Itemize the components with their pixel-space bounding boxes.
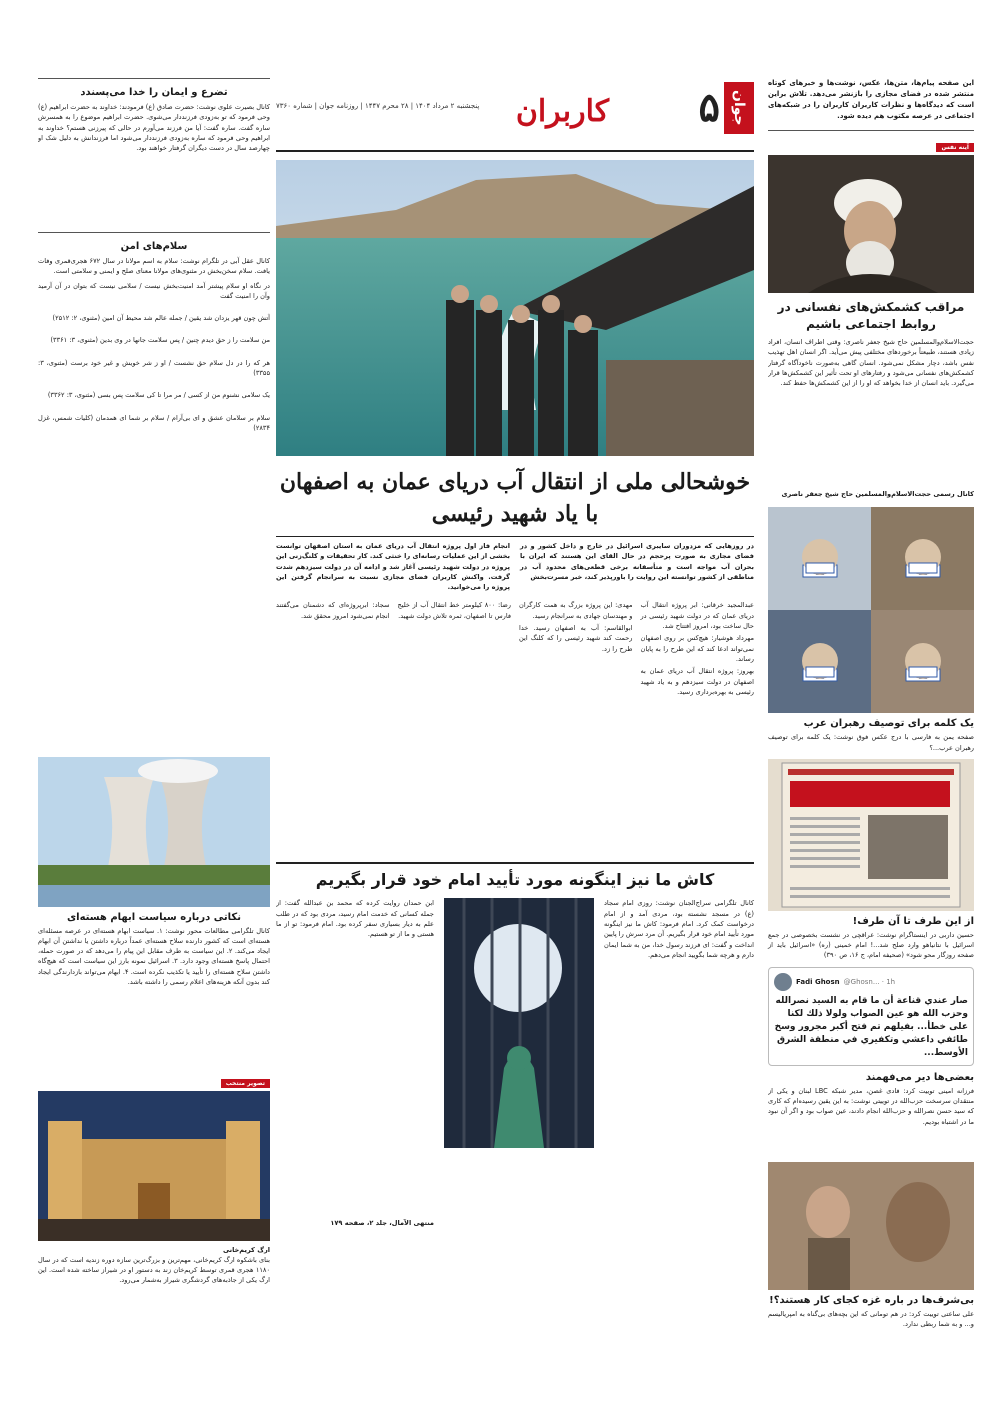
reaction-item: مهرداد هوشیار: هیچ‌کس بر روی اصفهان نمی‌تواند ادعا کند که این طرح را به پایان رساند. [640, 634, 754, 663]
lead-block [276, 536, 754, 592]
verse: سلام بر سلامان عشق و ای بی‌آرام / سلام بر شما ای همدمان (کلیات شمس، غزل ۲۸۳۴) [38, 413, 270, 432]
main-headline: خوشحالی ملی از انتقال آب دریای عمان به اصفهان با یاد شهید رئیسی [279, 469, 751, 527]
mirror-tag: آینه نفس [936, 143, 974, 152]
kash-headline: کاش ما نیز اینگونه مورد تأیید امام خود قرار بگیریم [276, 862, 754, 892]
gaza-headline: بی‌شرف‌ها در باره غزه کجای کار هستند؟! [769, 1294, 974, 1306]
arab-body: صفحه یمن به فارسی با درج عکس فوق نوشت: یک کلمه برای توصیف رهبران عرب...؟ [768, 733, 974, 752]
water-pipeline-photo [276, 160, 754, 456]
section-title: کاربران [515, 94, 609, 129]
verse: یک سلامی نشنوم من از کسی / مر مرا تا کی سلامت پس بسی (مثنوی، ۳: ۳۳۶۲) [47, 391, 270, 400]
tweet-card [768, 967, 974, 1066]
masthead [276, 82, 754, 152]
reaction-item: عبدالمجید خرقانی: ابر پروژه انتقال آب دریای عمان که در دولت شهید رئیسی در حال ساخت بود، امروز افتتاح شد. [640, 601, 754, 631]
reaction-item: بهروز: پروژه انتقال آب دریای عمان به اصفهان در دولت سیزدهم و به یاد شهید رئیسی به بهره‌برداری رسید. [640, 667, 754, 696]
mirror-body: حجت‌الاسلام‌والمسلمین حاج شیخ جعفر ناصری: وقتی اطراف انسان، افراد زیادی هستند، طبیعتاً برخورد‌های مختلفی پیش می‌آید. اگر انسان اهل تهذیب نفس باشد، دچار مشکل نمی‌شود. انسان گاهی به‌صورت ناخودآگاه گرفتار کشمکش‌های نفسانی می‌شود و رفتارهای او تحت تأثیر این کشمکش‌ها قرار می‌گیرد. باید انسان از خدا بخواهد که او را از این کشمکش‌ها حفظ کند. [768, 338, 974, 388]
reaction-column [276, 600, 390, 848]
verse: هر که را در دل سلام حق نشست / او ز شر خویش و غیر خود برست (مثنوی، ۳: ۳۳۵۵) [38, 358, 270, 378]
mirror-headline: مراقب کشمکش‌های نفسانی در روابط اجتماعی باشیم [777, 300, 965, 331]
featured-tag: تصویر منتخب [221, 1079, 270, 1088]
lead-right: در روزهایی که مزدوران سایبری اسرائیل در خارج و داخل کشور و در فضای مجازی به صورت پرحجم در حال القای این هستند که ایران با بحران آب مواجه است و متأسفانه برخی قطعی‌های محدود آب در مناطقی از کشور توانسته این روایت را باورپذیر کند، خبر مسرت‌بخش [520, 542, 754, 581]
tweet-user: Fadi Ghosn [796, 977, 840, 986]
page-number: ۵ [698, 84, 720, 131]
left-column [38, 78, 270, 1286]
page-intro: این صفحه پیام‌ها، متن‌ها، عکس، نوشت‌ها و خبرهای کوتاه منتشر شده در فضای مجازی را بازنشر می‌دهد. تلاش براین است که دیدگاه‌ها و نظرات کاربران کاربران را در شبکه‌های اجتماعی در عرصه مکتوب هم دیده شود. [768, 79, 974, 120]
center-column [276, 160, 754, 1238]
nuclear-body: کانال تلگرامی مطالعات محور نوشت: ۱. سیاست ابهام هسته‌ای در عرصه مسئله‌ای هسته‌ای است که کشور دارنده سلاح هسته‌ای عمداً درباره داشتن یا نداشتن آن ابهام ایجاد می‌کند. ۲. این سیاست به طرف مقابل این پیام را می‌دهد که در صورت حمله، احتمال پاسخ هسته‌ای وجود دارد. ۳. اسرائیل نمونه بارز این سیاست است که هیچ‌گاه داشتن سلاح هسته‌ای را تأیید یا تکذیب نکرده است. ۴. ابهام می‌تواند بازدارندگی ایجاد کند بدون آنکه هزینه‌های اعلام رسمی را داشته باشد. [38, 926, 270, 987]
reaction-item: مهدی: این پروژه بزرگ به همت کارگران و مهندسان جهادی به سرانجام رسید. [519, 601, 633, 620]
kash-body-right: کانال تلگرامی سراج‌الجنان نوشت: روزی امام سجاد (ع) در مسجد نشسته بود، مردی آمد و از امام درخواست کمک کرد. امام فرمود: کاش ما نیز اینگونه مورد تأیید امام خود قرار بگیریم. آن مرد سرش را پایین انداخت و گفت: ای فرزند رسول خدا، من به شما ایمان دارم و هرچه شما بگویید انجام می‌دهم. [604, 899, 754, 959]
avatar [774, 973, 792, 991]
right-column [768, 78, 974, 1329]
archive-newspaper-photo [768, 759, 974, 911]
featured-caption: بنای باشکوه ارگ کریم‌خانی، مهم‌ترین و بزرگ‌ترین سازه دوره زندیه است که در سال ۱۱۸۰ هجری قمری توسط کریم‌خان زند به دستور او در شیراز ساخته شده است. این ارگ یکی از جاذبه‌های گردشگری شیراز به‌شمار می‌رود. [38, 1255, 270, 1285]
understand-headline: بعضی‌ها دیر می‌فهمند [865, 1071, 974, 1083]
reaction-item: ابوالقاسم: آب به اصفهان رسید. خدا رحمت کند شهید رئیسی را که کلنگ این طرح را زد. [519, 624, 633, 653]
kash-body-left: ابن حمدان روایت کرده که محمد بن عبدالله گفت: از جمله کسانی که خدمت امام رسید، مردی بود که در طلب علم به دیار بسیاری سفر کرده بود. امام فرمود: تو از ما هستی و ما از تو هستیم. [276, 899, 434, 939]
understand-body: فرزانه امینی توییت کرد: فادی غصن، مدیر شبکه LBC لبنان و یکی از منتقدان سرسخت حزب‌الله در توییتی نوشت: به این یقین رسیده‌ام که کاری که سید حسن نصرالله و حزب‌الله انجام دادند، عین صواب بود و اگر آن نبود ما در اشتباه بودیم. [768, 1086, 974, 1126]
reaction-column [641, 600, 755, 848]
kash-source: منتهی الآمال، جلد ۲، صفحه ۱۷۹ [330, 1219, 434, 1228]
prayer-body: کانال بصیرت علوی نوشت: حضرت صادق (ع) فرمودند: خداوند به حضرت ابراهیم (ع) وحی فرمود که تو به‌زودی فرزنددار می‌شوی. حضرت ابراهیم موضوع را به همسرش ساره گفت. ساره گفت: آیا من فرزند می‌آورم در حالی که پیرزنی هستم؟ خداوند به ابراهیم وحی فرمود که ساره به‌زودی فرزنددار می‌شود اما فرزندانش به دلیل شک او چهارصد سال در دست دیگران گرفتار خواهند بود. [38, 103, 270, 153]
gaza-children-photo [768, 1162, 974, 1290]
featured-caption-title: ارگ کریم‌خانی [222, 1245, 270, 1254]
mirror-signature: کانال رسمی حجت‌الاسلام‌والمسلمین حاج شیخ جعفر ناصری [781, 490, 974, 498]
kash-left-wrap [276, 898, 434, 1238]
moon-prayer-illustration [444, 898, 594, 1148]
tweet-handle: @Ghosn... · 1h [843, 977, 896, 986]
verse: آتش چون قهر یزدان شد یقین / جمله عالم شد محیط آن امین (مثنوی، ۲: ۲۵۱۲) [52, 314, 270, 323]
reaction-column [519, 600, 633, 848]
arab-leaders-collage [768, 507, 974, 713]
salam-headline: سلام‌های امن [120, 241, 188, 252]
salam-intro: کانال عقل آبی در تلگرام نوشت: سلام به اسم مولانا در سال ۶۷۲ هجری‌قمری وفات یافت. سلام سخن‌بخش در مثنوی‌های مولانا معنای صلح و ایمنی و سلامتی است. [38, 257, 270, 276]
prayer-headline: تضرع و ایمان را خدا می‌پسندد [80, 87, 228, 98]
cleric-photo [768, 155, 974, 293]
reaction-item: رضا: ۸۰۰ کیلومتر خط انتقال آب از خلیج فارس تا اصفهان، ثمره تلاش دولت شهید. [397, 601, 511, 620]
lead-left: انجام فاز اول پروژه انتقال آب دریای عمان به استان اصفهان توانست بخشی از این عملیات رسانه‌ای را خنثی کند. کار تحقیقات و کلنگ‌زنی این پروژه در دولت شهید رئیسی آغاز شد و ادامه آن در دولت سیزدهم شدت گرفت. واکنش کاربران فضای مجازی نسبت به سرانجام گرفتن این پروژه را می‌خوانید. [276, 542, 510, 592]
reaction-item: سجاد: ابرپروژه‌ای که دشمنان می‌گفتند انجام نمی‌شود امروز محقق شد. [276, 601, 390, 620]
salam-verses [38, 281, 270, 751]
verse: در نگاه او سلام پیشتر آمد امنیت‌بخش نیست / سلامی نیست که بتوان در آن آرمید وآن را امنیت گفت [38, 281, 270, 300]
featured-photo-box [38, 1070, 270, 1286]
gaza-body: علی ساعتی توییت کرد: در هم تومانی که این بچه‌های بی‌گناه به امپریالیسم و... و به شما ربطی ندارد. [768, 1309, 974, 1329]
archive-headline: از این طرف تا آن طرف! [852, 915, 974, 927]
portrait-illustration [768, 155, 974, 293]
reaction-column [398, 600, 512, 848]
archive-body: حسین داربی در اینستاگرام نوشت: عراقچی در نشست بخصوصی در جمع اسرائیل با نتانیاهو وارد صلح شد...! امام خمینی (ره) «اسرائیل باید از صفحه روزگار محو شود» (صحیفه امام، ج ۱۶، ص ۳۹۰) [768, 930, 974, 960]
verse: من سلامت را ز حق دیدم چنین / پس سلامت جانها در وی بدین (مثنوی، ۳: ۳۳۶۱) [50, 336, 270, 345]
nuclear-headline: نکاتی درباره سیاست ابهام هسته‌ای [67, 911, 241, 923]
arab-headline: یک کلمه برای توصیف رهبران عرب [803, 718, 974, 730]
newspaper-logo: جوان [724, 82, 754, 134]
karimkhan-citadel-photo [38, 1091, 270, 1241]
reactions-grid [276, 600, 754, 848]
issue-line: پنجشنبه ۲ مرداد ۱۴۰۴ | ۲۸ محرم ۱۴۴۷ | روزنامه جوان | شماره ۷۳۶۰ [276, 102, 480, 110]
tweet-text: صار عندي قناعة أن ما قام به السيد نصرالله وحزب الله هو عين الصواب ولولا ذلك لكنا على خطأ... بفيلهم تم فتح أكبر مجرور وسخ طائفي داعشي وتكفيري في منطقة الشرق الأوسط... [774, 995, 968, 1058]
kash-block [276, 898, 754, 1238]
cooling-tower-photo [38, 757, 270, 907]
